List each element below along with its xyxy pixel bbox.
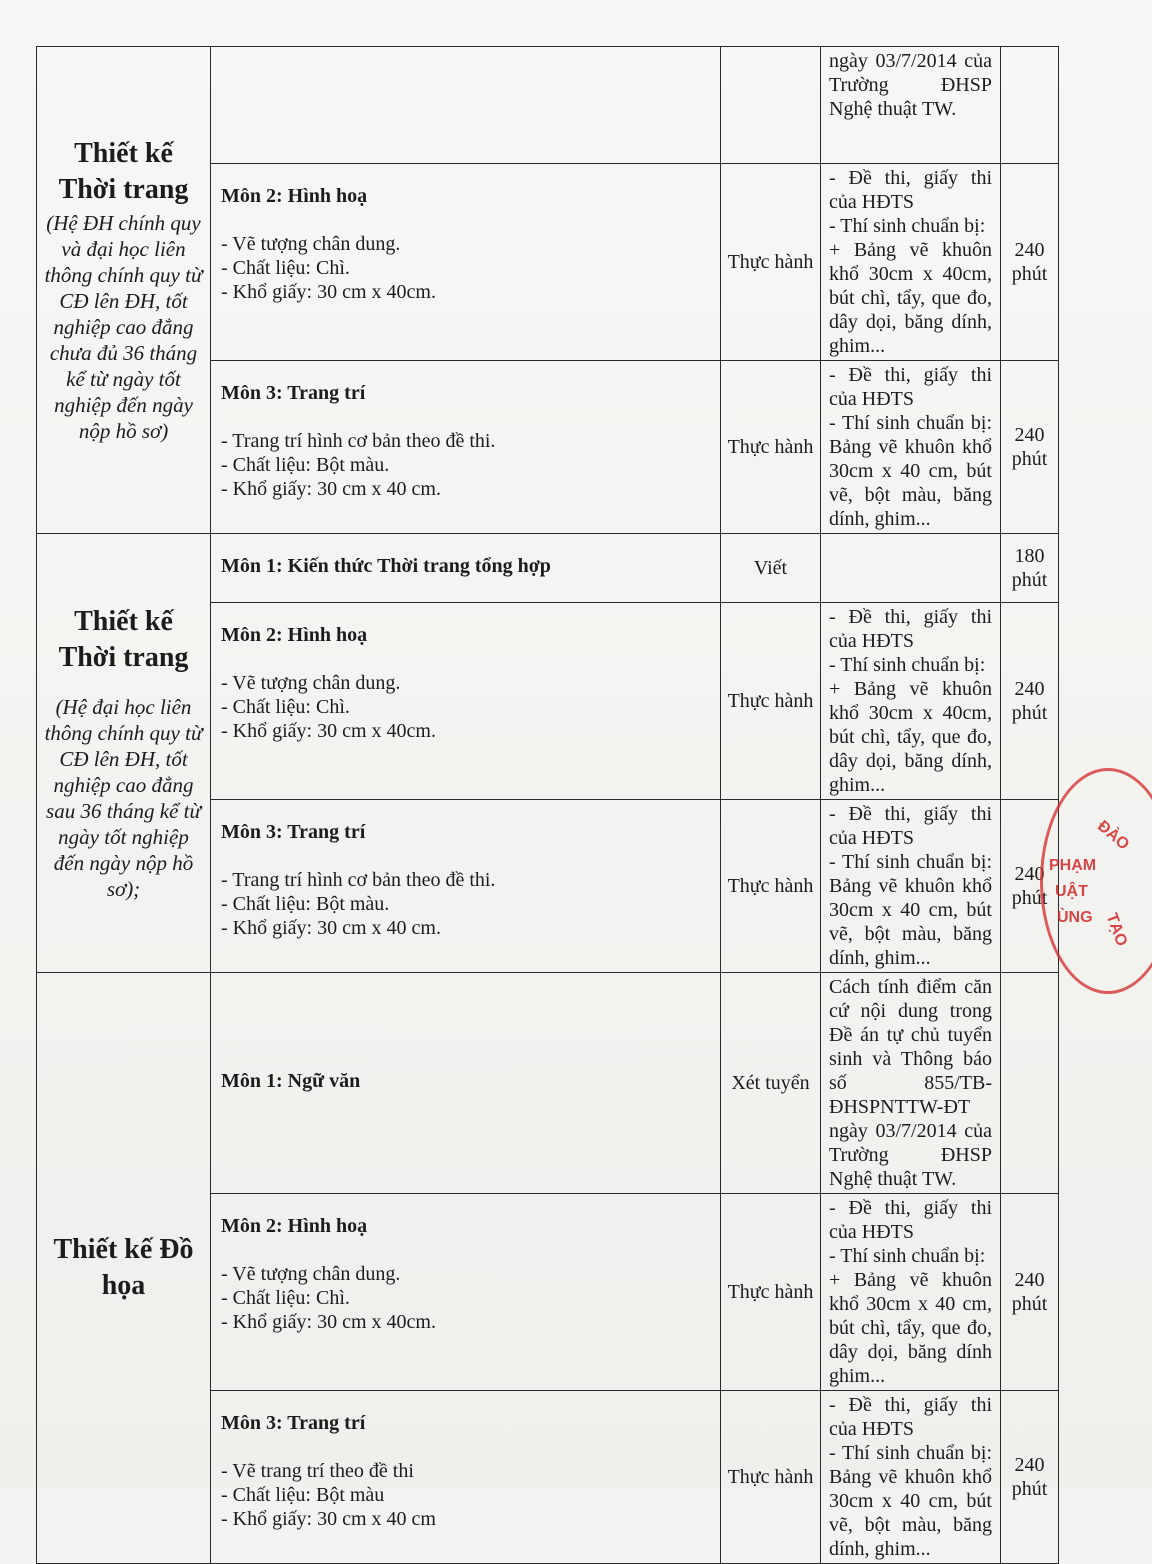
requirement-line: - Thí sinh chuẩn bị:	[829, 1245, 986, 1267]
subject-detail: - Khổ giấy: 30 cm x 40 cm	[221, 1508, 436, 1530]
requirement-line: + Bảng vẽ khuôn khổ 30cm x 40cm, bút chì, tẩy, que đo, dây dọi, băng dính, ghim...	[829, 239, 992, 357]
requirements-cell	[821, 164, 1001, 361]
subject-detail: - Vẽ trang trí theo đề thi	[221, 1460, 414, 1482]
stamp-text-4: ÙNG	[1057, 909, 1093, 926]
subject-title: Môn 3: Trang trí	[221, 1412, 366, 1434]
stamp-text-3: UẬT	[1055, 883, 1088, 900]
requirements-cell	[821, 603, 1001, 800]
requirement-line: + Bảng vẽ khuôn khổ 30cm x 40cm, bút chì, tẩy, que đo, dây dọi, băng dính, ghim...	[829, 678, 992, 796]
requirement-line: - Thí sinh chuẩn bị:	[829, 654, 986, 676]
exam-form-cell: Thực hành	[721, 164, 821, 361]
exam-form-cell: Thực hành	[721, 1194, 821, 1391]
subject-title: Môn 3: Trang trí	[221, 382, 366, 404]
subject-detail: - Trang trí hình cơ bản theo đề thi.	[221, 430, 496, 452]
duration-cell: 240 phút	[1001, 603, 1059, 800]
table-row	[37, 973, 1059, 1194]
requirement-line: - Thí sinh chuẩn bị: Bảng vẽ khuôn khổ 30cm x 40 cm, bút vẽ, bột màu, băng dính, ghim...	[829, 851, 992, 969]
major-cell	[37, 534, 211, 973]
subject-cell	[211, 603, 721, 800]
requirement-line: - Đề thi, giấy thi của HĐTS	[829, 1197, 992, 1243]
subject-detail: - Khổ giấy: 30 cm x 40cm.	[221, 1311, 436, 1333]
duration-cell: 240 phút	[1001, 1194, 1059, 1391]
stamp-text-1: ĐÀO	[1094, 817, 1133, 854]
requirement-line: - Đề thi, giấy thi của HĐTS	[829, 364, 992, 410]
subject-detail: - Khổ giấy: 30 cm x 40cm.	[221, 720, 436, 742]
major-title: Thiết kế Đồ họa	[53, 1234, 194, 1301]
subject-cell	[211, 973, 721, 1194]
subject-cell	[211, 361, 721, 534]
requirements-cell	[821, 1391, 1001, 1564]
duration-cell: 240 phút	[1001, 164, 1059, 361]
subject-detail: - Vẽ tượng chân dung.	[221, 672, 401, 694]
subject-detail: - Chất liệu: Bột màu.	[221, 454, 390, 476]
requirement-line: - Đề thi, giấy thi của HĐTS	[829, 606, 992, 652]
subject-title: Môn 3: Trang trí	[221, 821, 366, 843]
requirements-cell	[821, 534, 1001, 603]
subject-detail: - Chất liệu: Bột màu	[221, 1484, 385, 1506]
subject-detail: - Khổ giấy: 30 cm x 40cm.	[221, 281, 436, 303]
major-note: (Hệ ĐH chính quy và đại học liên thông chính quy từ CĐ lên ĐH, tốt nghiệp cao đẳng chưa đủ 36 tháng kể từ ngày tốt nghiệp đến ngày nộp hồ sơ)	[44, 211, 203, 443]
major-title: Thiết kế Thời trang	[58, 606, 189, 673]
stamp-text-2: PHẠM	[1049, 857, 1097, 874]
requirement-line: - Đề thi, giấy thi của HĐTS	[829, 803, 992, 849]
requirement-line: - Thí sinh chuẩn bị: Bảng vẽ khuôn khổ 30cm x 40 cm, bút vẽ, bột màu, băng dính, ghim...	[829, 412, 992, 530]
requirement-line: Cách tính điểm căn cứ nội dung trong Đề án tự chủ tuyển sinh và Thông báo số 855/TB-ĐHSPNTTW-ĐT ngày 03/7/2014 của Trường ĐHSP Nghệ thuật TW.	[829, 976, 992, 1190]
subject-title: Môn 2: Hình hoạ	[221, 624, 368, 646]
subject-cell	[211, 1194, 721, 1391]
subject-detail: - Chất liệu: Bột màu.	[221, 893, 390, 915]
major-cell	[37, 47, 211, 534]
requirement-line: - Thí sinh chuẩn bị:	[829, 215, 986, 237]
subject-cell	[211, 164, 721, 361]
subject-detail: - Chất liệu: Chì.	[221, 257, 350, 279]
duration-cell	[1001, 47, 1059, 164]
requirements-cell	[821, 47, 1001, 164]
requirement-line: ngày 03/7/2014 của Trường ĐHSP Nghệ thuật TW.	[829, 50, 992, 120]
exam-form-cell: Thực hành	[721, 1391, 821, 1564]
requirement-line: - Đề thi, giấy thi của HĐTS	[829, 167, 992, 213]
duration-cell: 240 phút	[1001, 1391, 1059, 1564]
requirement-line: - Đề thi, giấy thi của HĐTS	[829, 1394, 992, 1440]
duration-cell: 180 phút	[1001, 534, 1059, 603]
requirements-cell	[821, 800, 1001, 973]
subject-cell	[211, 1391, 721, 1564]
exam-form-cell: Thực hành	[721, 361, 821, 534]
subject-cell	[211, 800, 721, 973]
subject-detail: - Chất liệu: Chì.	[221, 1287, 350, 1309]
requirements-cell	[821, 1194, 1001, 1391]
subject-detail: - Trang trí hình cơ bản theo đề thi.	[221, 869, 496, 891]
major-note: (Hệ đại học liên thông chính quy từ CĐ lên ĐH, tốt nghiệp cao đẳng sau 36 tháng kể từ ngày tốt nghiệp đến ngày nộp hồ sơ);	[44, 695, 203, 901]
subject-detail: - Chất liệu: Chì.	[221, 696, 350, 718]
major-title: Thiết kế Thời trang	[58, 138, 189, 205]
requirement-line: - Thí sinh chuẩn bị: Bảng vẽ khuôn khổ 30cm x 40 cm, bút vẽ, bột màu, băng dính, ghim...	[829, 1442, 992, 1560]
major-cell	[37, 973, 211, 1564]
exam-form-cell: Xét tuyển	[721, 973, 821, 1194]
subject-detail: - Vẽ tượng chân dung.	[221, 1263, 401, 1285]
exam-form-cell: Viết	[721, 534, 821, 603]
subject-cell	[211, 534, 721, 603]
subject-cell	[211, 47, 721, 164]
subject-detail: - Khổ giấy: 30 cm x 40 cm.	[221, 478, 441, 500]
duration-cell	[1001, 973, 1059, 1194]
exam-form-cell: Thực hành	[721, 800, 821, 973]
exam-table	[36, 46, 1059, 1564]
requirements-cell	[821, 361, 1001, 534]
requirements-cell	[821, 973, 1001, 1194]
subject-title: Môn 1: Ngữ văn	[221, 1070, 361, 1092]
exam-form-cell	[721, 47, 821, 164]
exam-form-cell: Thực hành	[721, 603, 821, 800]
requirement-line: + Bảng vẽ khuôn khổ 30cm x 40 cm, bút chì, tẩy, que đo, dây dọi, băng dính ghim...	[829, 1269, 992, 1387]
subject-title: Môn 2: Hình hoạ	[221, 185, 368, 207]
table-row	[37, 47, 1059, 164]
stamp-text-5: TẠO	[1102, 911, 1131, 949]
table-row	[37, 534, 1059, 603]
subject-title: Môn 2: Hình hoạ	[221, 1215, 368, 1237]
subject-detail: - Vẽ tượng chân dung.	[221, 233, 401, 255]
subject-detail: - Khổ giấy: 30 cm x 40 cm.	[221, 917, 441, 939]
subject-title: Môn 1: Kiến thức Thời trang tổng hợp	[221, 555, 551, 577]
duration-cell: 240 phút	[1001, 800, 1059, 973]
duration-cell: 240 phút	[1001, 361, 1059, 534]
